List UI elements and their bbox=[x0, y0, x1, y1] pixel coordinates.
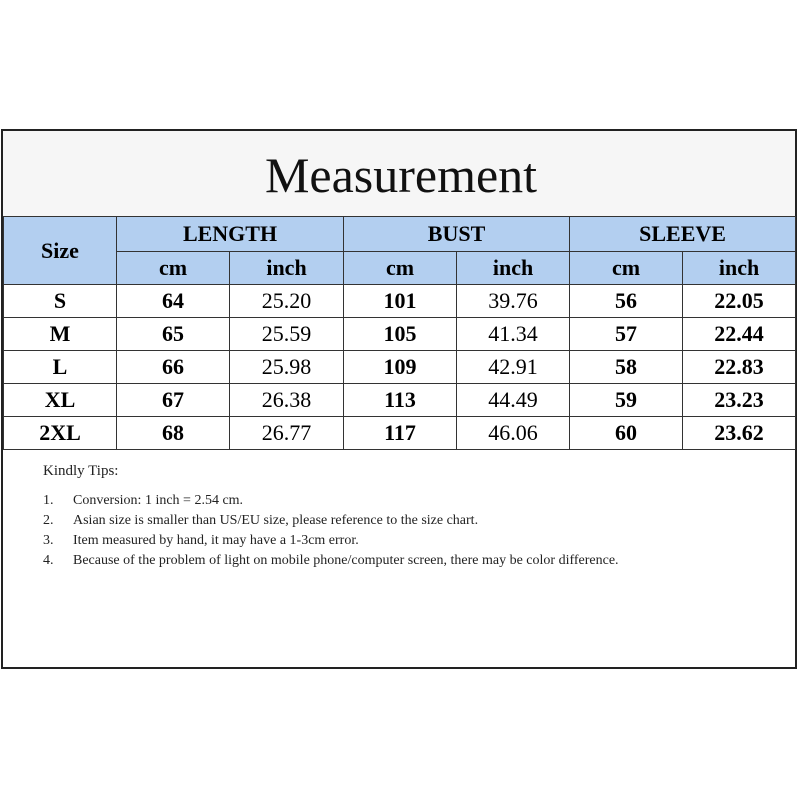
length-inch-cell: 25.59 bbox=[230, 318, 344, 351]
tip-number: 4. bbox=[43, 553, 54, 568]
table-row bbox=[4, 351, 796, 384]
bust-group-header: BUST bbox=[344, 217, 570, 252]
bust-cm-cell: 105 bbox=[344, 318, 457, 351]
bust-inch-cell: 39.76 bbox=[457, 285, 570, 318]
length-inch-cell: 25.98 bbox=[230, 351, 344, 384]
length-inch-cell: 25.20 bbox=[230, 285, 344, 318]
unit-header: inch bbox=[230, 252, 344, 285]
kindly-tips bbox=[43, 461, 763, 571]
sleeve-inch-cell: 22.44 bbox=[683, 318, 796, 351]
size-chart-frame bbox=[1, 129, 797, 669]
tip-item bbox=[43, 531, 763, 551]
unit-header: cm bbox=[117, 252, 230, 285]
unit-header: inch bbox=[683, 252, 796, 285]
sleeve-group-header: SLEEVE bbox=[570, 217, 796, 252]
length-cm-cell: 66 bbox=[117, 351, 230, 384]
bust-inch-cell: 46.06 bbox=[457, 417, 570, 450]
sleeve-inch-cell: 23.23 bbox=[683, 384, 796, 417]
tips-heading: Kindly Tips: bbox=[43, 463, 119, 479]
tip-item bbox=[43, 511, 763, 531]
table-row bbox=[4, 318, 796, 351]
size-cell: 2XL bbox=[4, 417, 117, 450]
table-row bbox=[4, 417, 796, 450]
sleeve-inch-cell: 22.83 bbox=[683, 351, 796, 384]
size-cell: S bbox=[4, 285, 117, 318]
table-row bbox=[4, 384, 796, 417]
sleeve-cm-cell: 57 bbox=[570, 318, 683, 351]
bust-cm-cell: 101 bbox=[344, 285, 457, 318]
sleeve-cm-cell: 56 bbox=[570, 285, 683, 318]
length-group-header: LENGTH bbox=[117, 217, 344, 252]
tip-number: 2. bbox=[43, 513, 54, 528]
bust-inch-cell: 41.34 bbox=[457, 318, 570, 351]
tip-item bbox=[43, 551, 763, 571]
unit-header: inch bbox=[457, 252, 570, 285]
sleeve-inch-cell: 22.05 bbox=[683, 285, 796, 318]
sleeve-cm-cell: 60 bbox=[570, 417, 683, 450]
unit-header: cm bbox=[344, 252, 457, 285]
length-cm-cell: 64 bbox=[117, 285, 230, 318]
page-title: Measurement bbox=[264, 147, 538, 203]
table-row bbox=[4, 285, 796, 318]
length-cm-cell: 68 bbox=[117, 417, 230, 450]
length-inch-cell: 26.77 bbox=[230, 417, 344, 450]
sleeve-inch-cell: 23.62 bbox=[683, 417, 796, 450]
bust-inch-cell: 42.91 bbox=[457, 351, 570, 384]
length-cm-cell: 67 bbox=[117, 384, 230, 417]
size-cell: XL bbox=[4, 384, 117, 417]
bust-cm-cell: 117 bbox=[344, 417, 457, 450]
sleeve-cm-cell: 58 bbox=[570, 351, 683, 384]
tip-text: Asian size is smaller than US/EU size, please reference to the size chart. bbox=[73, 513, 479, 528]
tip-number: 1. bbox=[43, 493, 54, 508]
bust-cm-cell: 113 bbox=[344, 384, 457, 417]
size-cell: L bbox=[4, 351, 117, 384]
tip-text: Conversion: 1 inch = 2.54 cm. bbox=[73, 493, 244, 508]
tip-number: 3. bbox=[43, 533, 54, 548]
size-column-header: Size bbox=[4, 217, 117, 285]
unit-header: cm bbox=[570, 252, 683, 285]
table-unit-row bbox=[4, 252, 796, 285]
size-cell: M bbox=[4, 318, 117, 351]
sleeve-cm-cell: 59 bbox=[570, 384, 683, 417]
table-header-row bbox=[4, 217, 796, 252]
bust-cm-cell: 109 bbox=[344, 351, 457, 384]
tip-text: Because of the problem of light on mobile phone/computer screen, there may be color difference. bbox=[73, 553, 619, 568]
tip-text: Item measured by hand, it may have a 1-3cm error. bbox=[73, 533, 359, 548]
length-cm-cell: 65 bbox=[117, 318, 230, 351]
bust-inch-cell: 44.49 bbox=[457, 384, 570, 417]
length-inch-cell: 26.38 bbox=[230, 384, 344, 417]
tip-item bbox=[43, 491, 763, 511]
size-table bbox=[3, 216, 796, 450]
